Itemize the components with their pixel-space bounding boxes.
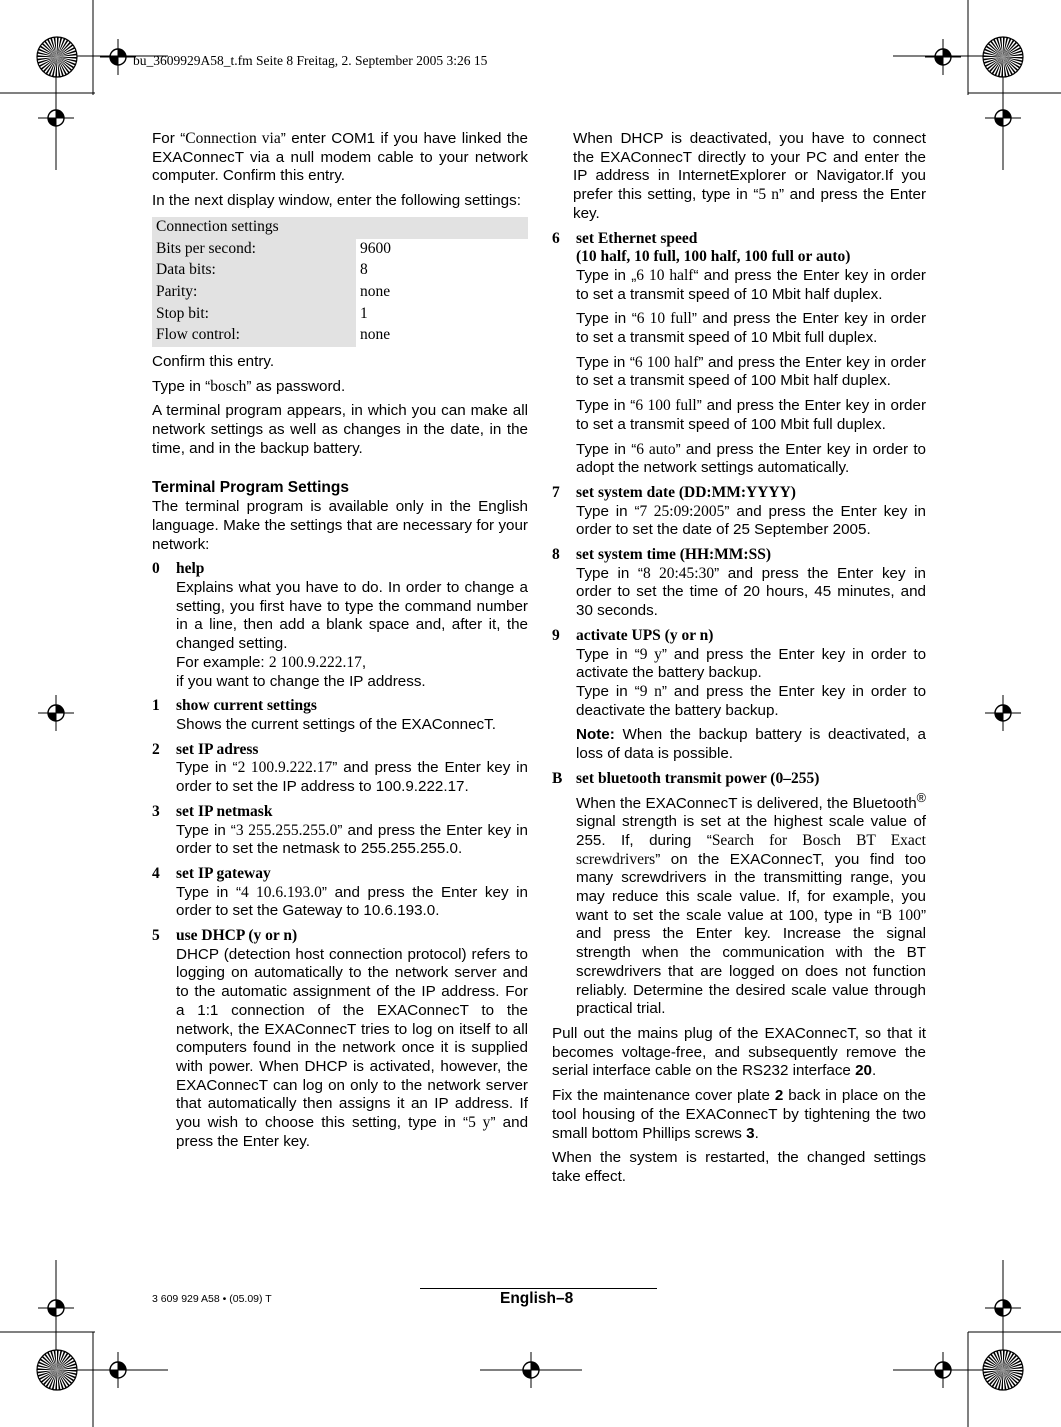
item-title: set IP adress	[176, 740, 259, 758]
password-paragraph: Type in “bosch” as password.	[152, 377, 346, 395]
command-text: 6 100 half	[634, 353, 699, 371]
item-text: Type in “8 20:45:30” and press the Enter key in order to set the time of 20 hours, 45 minutes, and 30 seconds.	[576, 564, 926, 620]
command-text: B 100	[881, 906, 921, 924]
intro-paragraph: For “Connection via” enter COM1 if you have linked the EXAConnecT via a null modem cable to your network computer. Confirm this entry.	[152, 130, 528, 185]
item-text: DHCP (detection host connection protocol) refers to logging on automatically to the network server and to the automatic assignment of the IP address. For a 1:1 connection of the EXAConnecT to the network, the EXAConnecT tries to log on itself to all computers found in the network once it is supplied with power. When DHCP is activated, however, the EXAConnecT can log on only to the network server that automatically then assigns it an IP address. If you wish to choose this setting, type in “5 y” and press the Enter key.	[176, 945, 529, 1150]
list-item	[552, 484, 926, 540]
item-text: When the EXAConnecT is delivered, the Bluetooth® signal strength is set at the highest scale value of 255. If, during “Search for Bosch BT Exact screwdrivers” on the EXAConnecT, you find too many screwdrivers in the transmitting range, you may reduce this scale value. If, for example, you want to set the scale value at 100, type in “B 100” and press the Enter key. Increase the signal strength when the communication with the BT screwdrivers that are logged on does not function reliably. Determine the desired scale value through practical trial.	[576, 790, 926, 1018]
text-line: When DHCP is deactivated, you have to connect the EXAConnecT directly to your PC and enter the IP address in InternetExplorer or Navigator.	[573, 130, 926, 185]
item-number: 9	[552, 626, 560, 644]
command-text: 6 10 full	[636, 310, 692, 328]
registration-star-mark	[983, 37, 1023, 77]
item-text: Shows the current settings of the EXAConnecT.	[176, 715, 496, 733]
item-number: B	[552, 769, 563, 787]
item-number: 8	[552, 546, 560, 564]
row-value: 8	[360, 261, 368, 279]
item-sub-paragraph: Type in “6 100 half” and press the Enter key in order to set a transmit speed of 100 Mbit half duplex.	[576, 353, 926, 390]
command-text: 6 100 full	[635, 397, 697, 415]
item-sub-paragraph: Type in “6 100 full” and press the Enter key in order to set a transmit speed of 100 Mbit full duplex.	[576, 397, 927, 433]
command-text: Connection via	[185, 130, 281, 147]
item-title: use DHCP (y or n)	[176, 927, 298, 945]
item-number: 6	[552, 229, 560, 247]
table-row	[152, 239, 528, 261]
item-title: set system time (HH:MM:SS)	[576, 546, 771, 564]
item-title: activate UPS (y or n)	[576, 626, 714, 644]
item-title: set system date (DD:MM:YYYY)	[576, 483, 796, 501]
item-text: Type in “2 100.9.222.17” and press the Enter key in order to set the IP address to 100.9.222.17.	[176, 759, 528, 796]
right-column	[552, 130, 926, 1193]
item-text: Type in “9 y” and press the Enter key in order to activate the battery backup.	[576, 645, 927, 682]
section-title: Terminal Program Settings	[152, 478, 349, 496]
right-item-list	[552, 230, 926, 1019]
command-text: 8 20:45:30	[642, 564, 715, 582]
superscript: ®	[916, 790, 926, 805]
terminal-intro-paragraph: The terminal program is available only in the English language. Make the settings that are necessary for your network:	[152, 498, 528, 553]
registration-star-mark	[37, 1350, 77, 1390]
item-title: set IP gateway	[176, 864, 271, 882]
table-header: Connection settings	[152, 217, 528, 239]
item-text: Type in “4 10.6.193.0” and press the Enter key in order to set the Gateway to 10.6.193.0.	[176, 883, 528, 920]
table-header-row	[152, 217, 528, 239]
table-row	[152, 325, 528, 347]
command-text: 4 10.6.193.0	[241, 883, 322, 901]
list-item	[152, 865, 528, 921]
row-label: Flow control:	[152, 325, 356, 347]
item-subtitle: (10 half, 10 full, 100 half, 100 full or auto)	[576, 248, 851, 266]
item-sub-paragraph: Note: When the backup battery is deactivated, a loss of data is possible.	[576, 726, 926, 763]
item-number: 3	[152, 802, 160, 820]
bold-text: 20	[855, 1062, 872, 1080]
left-column	[152, 130, 528, 1157]
row-label: Stop bit:	[152, 304, 356, 326]
list-item	[152, 560, 528, 691]
item-number: 1	[152, 697, 160, 715]
command-text: 2 100.9.222.17	[237, 759, 333, 777]
command-text: 9 n	[639, 682, 662, 700]
bold-text: 2	[774, 1087, 784, 1105]
item-sub-paragraph: Type in “6 auto” and press the Enter key in order to adopt the network settings automatically.	[576, 440, 927, 477]
registration-star-mark	[983, 1350, 1023, 1390]
list-item	[152, 927, 528, 1151]
item-number: 2	[152, 740, 160, 758]
item-number: 4	[152, 864, 160, 882]
row-label: Parity:	[152, 282, 356, 304]
item-text: Type in „6 10 half“ and press the Enter key in order to set a transmit speed of 10 Mbit half duplex.	[576, 266, 926, 303]
paragraph: Pull out the mains plug of the EXAConnecT, so that it becomes voltage-free, and subsequently remove the serial interface cable on the RS232 interface 20.	[552, 1025, 926, 1080]
item-number: 0	[152, 560, 160, 578]
command-text: 2 100.9.222.17	[268, 653, 362, 671]
row-value: none	[360, 282, 391, 300]
terminal-paragraph: A terminal program appears, in which you can make all network settings as well as changes in the date, in the time, and in the backup battery.	[152, 402, 528, 457]
closing-paragraphs	[552, 1025, 926, 1187]
command-text: 6 auto	[636, 440, 676, 458]
row-value: 1	[360, 304, 368, 322]
item-sub-paragraph: Type in “6 10 full” and press the Enter key in order to set a transmit speed of 10 Mbit full duplex.	[576, 310, 926, 347]
item-text: if you want to change the IP address.	[176, 672, 426, 690]
list-item	[152, 697, 528, 734]
item-text: Explains what you have to do. In order to change a setting, you first have to type the command number in a line, then add a blank space and, after it, the changed setting.	[176, 579, 528, 653]
table-row	[152, 260, 528, 282]
table-row	[152, 304, 528, 326]
list-item	[552, 770, 926, 1019]
item-number: 7	[552, 483, 560, 501]
footer-rule	[420, 1288, 657, 1289]
item-title: set Ethernet speed	[576, 229, 698, 247]
item-number: 5	[152, 927, 160, 945]
list-item	[552, 546, 926, 621]
item-title: set bluetooth transmit power (0–255)	[576, 769, 820, 787]
command-text: 9 y	[639, 645, 662, 663]
list-item	[152, 741, 528, 797]
row-value: 9600	[360, 239, 391, 257]
command-text: bosch	[210, 377, 247, 395]
page-number: English–8	[500, 1290, 574, 1307]
item-title: show current settings	[176, 697, 317, 715]
row-label: Data bits:	[152, 260, 356, 282]
left-item-list	[152, 560, 528, 1151]
table-row	[152, 282, 528, 304]
command-text: 5 y	[468, 1114, 491, 1132]
command-text: 3 255.255.255.0	[235, 821, 338, 839]
item-text: Type in “7 25:09:2005” and press the Enter key in order to set the date of 25 September 2005.	[576, 502, 926, 539]
dhcp-continuation	[573, 130, 926, 224]
text-line: If you prefer this setting, type in “5 n” and press the Enter key.	[573, 167, 927, 222]
connection-settings-table	[152, 217, 528, 347]
bold-text: Note:	[576, 726, 615, 744]
command-text: 6 10 half	[636, 266, 694, 284]
item-text: For example: 2 100.9.222.17,	[176, 653, 367, 671]
command-text: 7 25:09:2005	[639, 502, 725, 520]
command-text: 5 n	[758, 186, 780, 204]
item-text: Type in “9 n” and press the Enter key in order to deactivate the battery backup.	[576, 682, 927, 719]
command-text: Search for Bosch BT Exact screwdrivers	[576, 831, 926, 868]
paragraph: Fix the maintenance cover plate 2 back in place on the tool housing of the EXAConnecT by tightening the two small bottom Phillips screws 3.	[552, 1087, 926, 1142]
paragraph: When the system is restarted, the changed settings take effect.	[552, 1149, 926, 1185]
file-header: bu_3609929A58_t.fm Seite 8 Freitag, 2. September 2005 3:26 15	[133, 53, 488, 68]
item-title: help	[176, 560, 205, 578]
list-item	[152, 803, 528, 859]
item-title: set IP netmask	[176, 802, 273, 820]
next-display-paragraph: In the next display window, enter the following settings:	[152, 192, 521, 210]
row-value: none	[360, 326, 391, 344]
row-label: Bits per second:	[152, 239, 356, 261]
list-item	[552, 230, 926, 305]
list-item	[552, 627, 926, 721]
registration-star-mark	[37, 37, 77, 77]
item-text: Type in “3 255.255.255.0” and press the Enter key in order to set the netmask to 255.255.255.0.	[176, 821, 528, 858]
bold-text: 3	[746, 1124, 755, 1142]
footer-code: 3 609 929 A58 • (05.09) T	[152, 1293, 272, 1305]
confirm-paragraph: Confirm this entry.	[152, 353, 275, 371]
